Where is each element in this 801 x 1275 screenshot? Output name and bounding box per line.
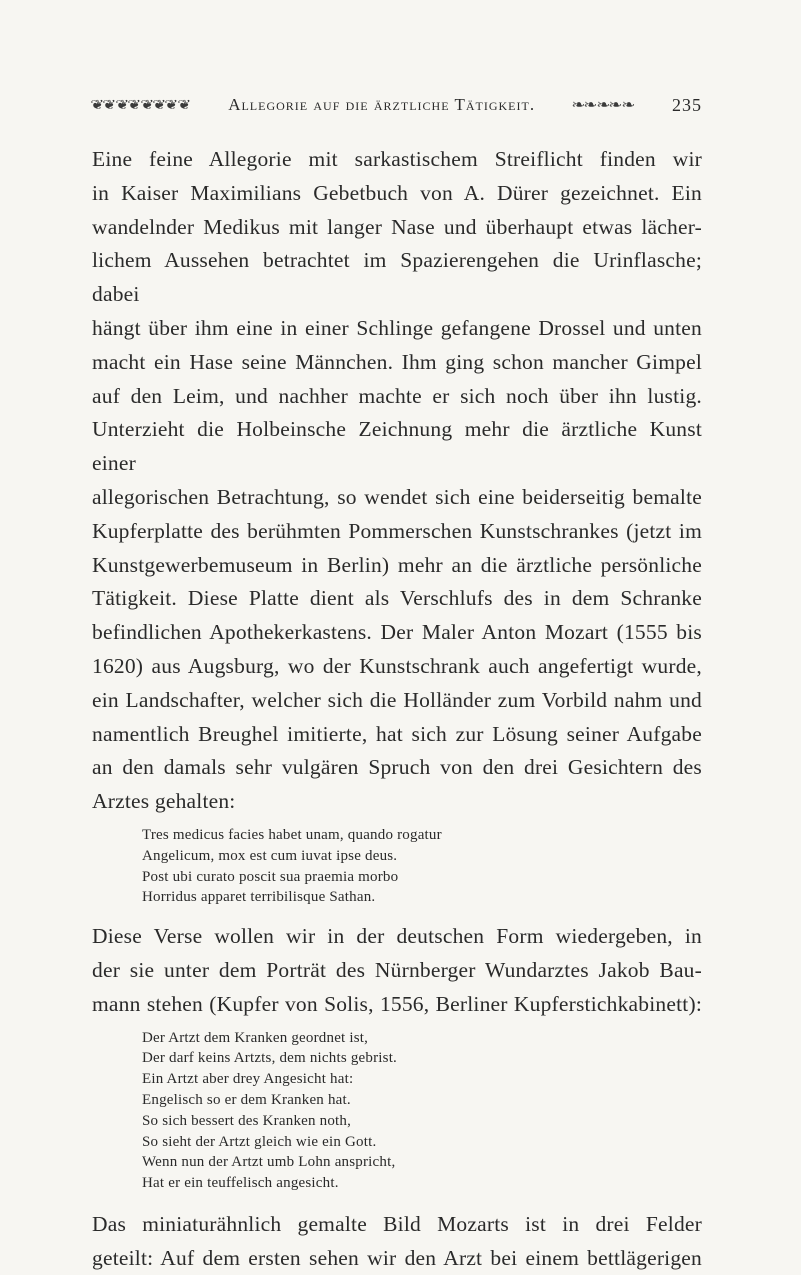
verse-line: So sieht der Artzt gleich wie ein Gott. bbox=[142, 1133, 377, 1150]
paragraph-3 bbox=[92, 1208, 702, 1275]
text-line: Diese Verse wollen wir in der deutschen Form wiedergeben, in bbox=[92, 924, 702, 949]
verse-line: Post ubi curato poscit sua praemia morbo bbox=[142, 868, 399, 885]
page-number: 235 bbox=[672, 94, 702, 115]
verse-line: Horridus apparet terribilisque Sathan. bbox=[142, 889, 376, 906]
text-line: hängt über ihm eine in einer Schlinge gefangene Drossel und unten bbox=[92, 315, 702, 340]
text-line: in Kaiser Maximilians Gebetbuch von A. Dürer gezeichnet. Ein bbox=[92, 180, 702, 205]
text-line: befindlichen Apothekerkastens. Der Maler Anton Mozart (1555 bis bbox=[92, 620, 702, 645]
text-line: lichem Aussehen betrachtet im Spazierengehen die Urinflasche; dabei bbox=[92, 248, 702, 307]
paragraph-1 bbox=[92, 143, 702, 819]
text-line: an den damals sehr vulgären Spruch von den drei Gesichtern des bbox=[92, 755, 702, 780]
text-line: auf den Leim, und nachher machte er sich noch über ihn lustig. bbox=[92, 383, 702, 408]
verse-line: Angelicum, mox est cum iuvat ipse deus. bbox=[142, 847, 398, 864]
verse-line: Der darf keins Artzts, dem nichts gebrist. bbox=[142, 1050, 398, 1067]
text-line: macht ein Hase seine Männchen. Ihm ging schon mancher Gimpel bbox=[92, 349, 702, 374]
text-line: geteilt: Auf dem ersten sehen wir den Arzt bei einem bettlägerigen bbox=[92, 1245, 702, 1270]
text-line: der sie unter dem Porträt des Nürnberger Wundarztes Jakob Bau- bbox=[92, 957, 702, 982]
text-line: ein Landschafter, welcher sich die Holländer zum Vorbild nahm und bbox=[92, 687, 702, 712]
page-body bbox=[92, 143, 702, 1275]
verse-line: Der Artzt dem Kranken geordnet ist, bbox=[142, 1029, 369, 1046]
text-line: Arztes gehalten: bbox=[92, 789, 236, 814]
verse-line: Engelisch so er dem Kranken hat. bbox=[142, 1091, 351, 1108]
paragraph-2 bbox=[92, 920, 702, 1021]
leaf-ornament-icon: ❦ ❦ ❦ ❦ ❦ ❦ ❦ ❦ bbox=[90, 97, 192, 112]
text-line: Das miniaturähnlich gemalte Bild Mozarts ist in drei Felder bbox=[92, 1211, 702, 1236]
text-line: allegorischen Betrachtung, so wendet sich eine beiderseitig bemalte bbox=[92, 484, 702, 509]
header-title: Allegorie auf die ärztliche Tätigkeit. bbox=[228, 95, 536, 114]
text-line: mann stehen (Kupfer von Solis, 1556, Berliner Kupferstichkabinett): bbox=[92, 991, 702, 1016]
text-line: wandelnder Medikus mit langer Nase und überhaupt etwas lächer- bbox=[92, 214, 702, 239]
german-verse bbox=[142, 1028, 702, 1194]
text-line: Tätigkeit. Diese Platte dient als Verschlufs des in dem Schranke bbox=[92, 586, 702, 611]
verse-line: Tres medicus facies habet unam, quando rogatur bbox=[142, 826, 442, 843]
text-line: 1620) aus Augsburg, wo der Kunstschrank auch angefertigt wurde, bbox=[92, 653, 702, 678]
verse-line: Hat er ein teuffelisch angesicht. bbox=[142, 1175, 339, 1192]
text-line: namentlich Breughel imitierte, hat sich zur Lösung seiner Aufgabe bbox=[92, 721, 702, 746]
latin-verse bbox=[142, 825, 702, 908]
verse-line: Ein Artzt aber drey Angesicht hat: bbox=[142, 1071, 354, 1088]
fish-ornament-icon: ❧ ❧ ❧ ❧ ❧ bbox=[571, 97, 636, 112]
running-header bbox=[92, 92, 702, 118]
text-line: Unterzieht die Holbeinsche Zeichnung mehr die ärztliche Kunst einer bbox=[92, 417, 702, 476]
verse-line: Wenn nun der Artzt umb Lohn anspricht, bbox=[142, 1154, 396, 1171]
text-line: Eine feine Allegorie mit sarkastischem Streiflicht finden wir bbox=[92, 147, 702, 171]
text-line: Kupferplatte des berühmten Pommerschen Kunstschrankes (jetzt im bbox=[92, 518, 702, 543]
verse-line: So sich bessert des Kranken noth, bbox=[142, 1112, 352, 1129]
text-line: Kunstgewerbemuseum in Berlin) mehr an die ärztliche persönliche bbox=[92, 552, 702, 577]
